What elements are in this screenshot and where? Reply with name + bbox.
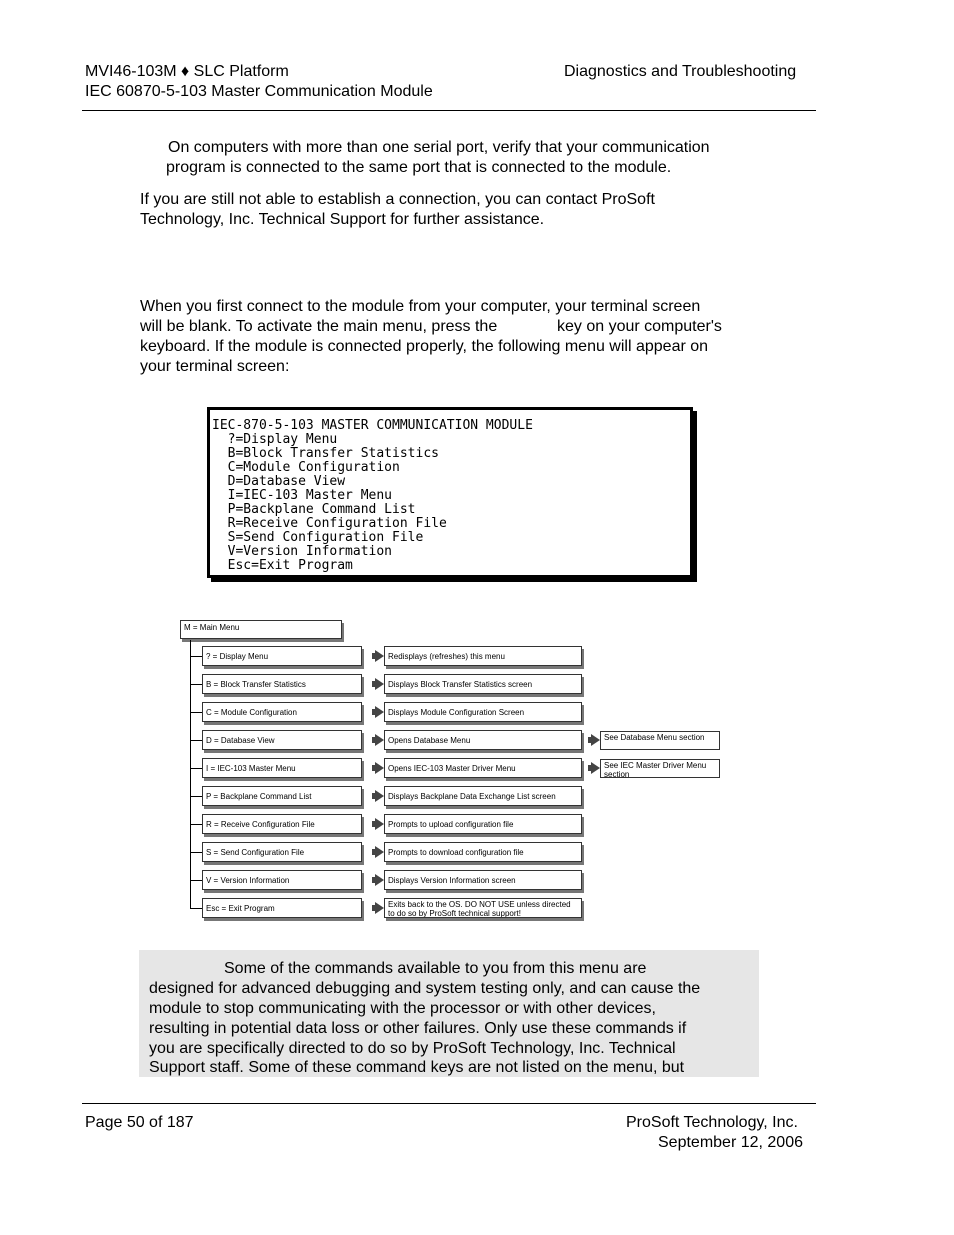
- diagram-branch-line: [190, 880, 202, 881]
- diagram-arrow-icon: [375, 706, 384, 718]
- diagram-branch-line: [190, 796, 202, 797]
- diagram-arrow-icon: [375, 818, 384, 830]
- terminal-line-receive-config: R=Receive Configuration File: [212, 516, 447, 531]
- diagram-description-box: Opens IEC-103 Master Driver Menu: [384, 758, 582, 778]
- diagram-description-box: Prompts to download configuration file: [384, 842, 582, 862]
- diagram-trunk-line: [190, 640, 191, 908]
- diagram-command-box: V = Version Information: [202, 870, 362, 890]
- para3-line3: keyboard. If the module is connected properly, the following menu will appear on: [140, 338, 709, 355]
- menu-tree-diagram: [176, 618, 722, 924]
- diagram-branch-line: [190, 768, 202, 769]
- diagram-branch-line: [190, 852, 202, 853]
- note-line6: Support staff. Some of these command keys are not listed on the menu, but: [149, 1059, 685, 1076]
- terminal-line-send-config: S=Send Configuration File: [212, 530, 424, 545]
- diagram-branch-line: [190, 824, 202, 825]
- terminal-line-database-view: D=Database View: [212, 474, 346, 489]
- terminal-line-block-transfer: B=Block Transfer Statistics: [212, 446, 439, 461]
- note-line5: you are specifically directed to do so by ProSoft Technology, Inc. Technical: [149, 1040, 676, 1057]
- diagram-see-section-box: See Database Menu section: [600, 731, 720, 750]
- footer-date: September 12, 2006: [658, 1134, 803, 1151]
- terminal-line-module-config: C=Module Configuration: [212, 460, 400, 475]
- diagram-branch-line: [190, 712, 202, 713]
- diagram-arrow-icon: [375, 790, 384, 802]
- para1-line2: program is connected to the same port that is connected to the module.: [166, 159, 672, 176]
- diagram-command-box: Esc = Exit Program: [202, 898, 362, 918]
- diagram-arrow-icon: [375, 650, 384, 662]
- diagram-branch-line: [190, 740, 202, 741]
- para1-line1: On computers with more than one serial port, verify that your communication: [168, 139, 710, 156]
- diagram-description-box: Redisplays (refreshes) this menu: [384, 646, 582, 666]
- header-section-title: Diagnostics and Troubleshooting: [564, 63, 797, 80]
- diagram-description-box: Opens Database Menu: [384, 730, 582, 750]
- diagram-command-box: B = Block Transfer Statistics: [202, 674, 362, 694]
- terminal-menu-screen: [207, 407, 693, 578]
- terminal-line-version-info: V=Version Information: [212, 544, 393, 559]
- footer-page-number: Page 50 of 187: [85, 1114, 194, 1131]
- footer-company: ProSoft Technology, Inc.: [626, 1114, 798, 1131]
- diagram-branch-line: [190, 908, 202, 909]
- diagram-see-section-box: See IEC Master Driver Menu section: [600, 759, 720, 778]
- diagram-description-box: Displays Block Transfer Statistics screen: [384, 674, 582, 694]
- diagram-arrow-icon: [375, 846, 384, 858]
- header-divider: [82, 110, 816, 111]
- caution-note: [139, 950, 759, 1077]
- diagram-command-box: P = Backplane Command List: [202, 786, 362, 806]
- diagram-description-box: Displays Version Information screen: [384, 870, 582, 890]
- diagram-arrow-icon: [375, 762, 384, 774]
- para2-line2: Technology, Inc. Technical Support for further assistance.: [140, 211, 545, 228]
- para3-line4: your terminal screen:: [140, 358, 290, 375]
- para3-line1: When you first connect to the module from your computer, your terminal screen: [140, 298, 701, 315]
- diagram-branch-line: [190, 684, 202, 685]
- terminal-title: IEC-870-5-103 MASTER COMMUNICATION MODULE: [212, 418, 533, 433]
- header-product-line: MVI46-103M ♦ SLC Platform: [85, 63, 289, 80]
- diagram-command-box: D = Database View: [202, 730, 362, 750]
- diagram-description-box: Displays Backplane Data Exchange List screen: [384, 786, 582, 806]
- diagram-branch-line: [190, 656, 202, 657]
- footer-divider: [82, 1103, 816, 1104]
- diagram-description-box: Displays Module Configuration Screen: [384, 702, 582, 722]
- diagram-command-box: S = Send Configuration File: [202, 842, 362, 862]
- para2-line1: If you are still not able to establish a connection, you can contact ProSoft: [140, 191, 655, 208]
- diagram-arrow-icon: [375, 902, 384, 914]
- diagram-command-box: I = IEC-103 Master Menu: [202, 758, 362, 778]
- note-line1: Some of the commands available to you from this menu are: [224, 960, 647, 977]
- note-line2: designed for advanced debugging and system testing only, and can cause the: [149, 980, 701, 997]
- note-line3: module to stop communicating with the processor or with other devices,: [149, 1000, 656, 1017]
- diagram-command-box: R = Receive Configuration File: [202, 814, 362, 834]
- terminal-line-backplane-list: P=Backplane Command List: [212, 502, 416, 517]
- terminal-line-display-menu: ?=Display Menu: [212, 432, 338, 447]
- diagram-command-box: C = Module Configuration: [202, 702, 362, 722]
- para3-line2a: will be blank. To activate the main menu, press the: [140, 318, 498, 335]
- diagram-arrow-icon: [591, 734, 600, 746]
- diagram-command-box: ? = Display Menu: [202, 646, 362, 666]
- diagram-arrow-icon: [375, 734, 384, 746]
- header-module-name: IEC 60870-5-103 Master Communication Module: [85, 83, 433, 100]
- note-line4: resulting in potential data loss or other failures. Only use these commands if: [149, 1020, 687, 1037]
- diagram-arrow-icon: [375, 874, 384, 886]
- diagram-description-box: Prompts to upload configuration file: [384, 814, 582, 834]
- diagram-arrow-icon: [375, 678, 384, 690]
- diagram-root-box: M = Main Menu: [180, 620, 342, 639]
- para3-line2b: key on your computer's: [557, 318, 722, 335]
- diagram-description-box: Exits back to the OS. DO NOT USE unless directed to do so by ProSoft technical support!: [384, 898, 582, 918]
- terminal-line-master-menu: I=IEC-103 Master Menu: [212, 488, 393, 503]
- terminal-line-exit: Esc=Exit Program: [212, 558, 353, 573]
- diagram-arrow-icon: [591, 762, 600, 774]
